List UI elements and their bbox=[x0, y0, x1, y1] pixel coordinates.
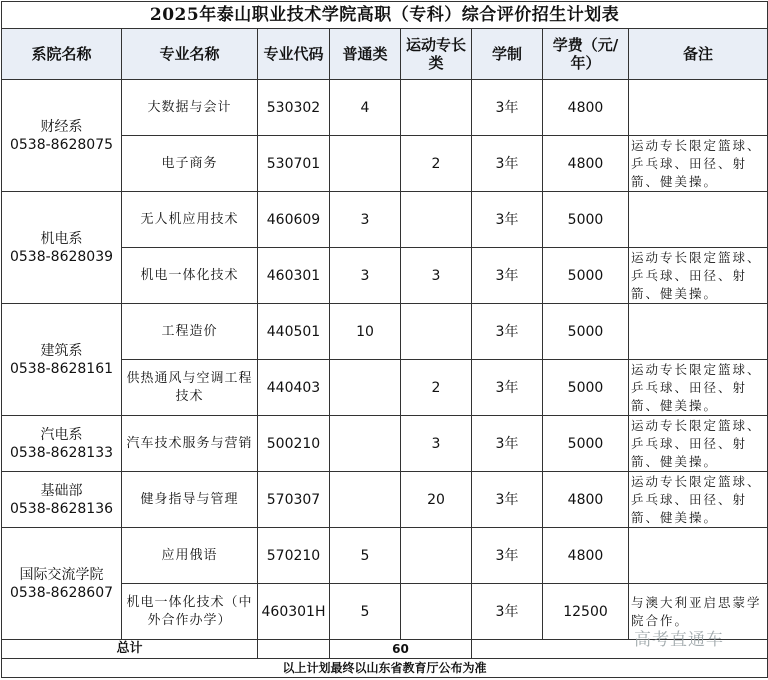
table-row bbox=[2, 192, 768, 248]
fee-cell: 4800 bbox=[543, 136, 629, 192]
general-count-cell: 3 bbox=[330, 192, 401, 248]
general-count-cell: 10 bbox=[330, 304, 401, 360]
sports-count-cell: 2 bbox=[401, 136, 472, 192]
fee-cell: 12500 bbox=[543, 584, 629, 640]
general-count-cell: 3 bbox=[330, 248, 401, 304]
header-duration: 学制 bbox=[472, 29, 543, 80]
total-spacer bbox=[258, 640, 330, 659]
major-cell: 机电一体化技术 bbox=[122, 248, 258, 304]
header-general: 普通类 bbox=[330, 29, 401, 80]
table-title: 2025年泰山职业技术学院高职（专科）综合评价招生计划表 bbox=[2, 2, 768, 29]
sports-count-cell bbox=[401, 80, 472, 136]
duration-cell: 3年 bbox=[472, 360, 543, 416]
watermark-text: 高考直通车 bbox=[634, 630, 724, 650]
dept-cell bbox=[2, 416, 122, 472]
table-row bbox=[2, 416, 768, 472]
sports-count-cell bbox=[401, 192, 472, 248]
fee-cell: 5000 bbox=[543, 360, 629, 416]
sports-count-cell: 3 bbox=[401, 248, 472, 304]
general-count-cell bbox=[330, 472, 401, 528]
major-cell: 工程造价 bbox=[122, 304, 258, 360]
duration-cell: 3年 bbox=[472, 136, 543, 192]
remark-cell bbox=[629, 304, 768, 360]
duration-cell: 3年 bbox=[472, 304, 543, 360]
header-row bbox=[2, 29, 768, 80]
duration-cell: 3年 bbox=[472, 192, 543, 248]
code-cell: 440403 bbox=[258, 360, 330, 416]
total-label: 总计 bbox=[2, 640, 258, 659]
code-cell: 530701 bbox=[258, 136, 330, 192]
remark-cell: 运动专长限定篮球、乒乓球、田径、射箭、健美操。 bbox=[629, 360, 768, 416]
fee-cell: 4800 bbox=[543, 472, 629, 528]
remark-cell: 与澳大利亚启思蒙学院合作。 bbox=[629, 584, 768, 640]
dept-phone: 0538-8628607 bbox=[9, 584, 114, 601]
dept-name: 国际交流学院 bbox=[19, 566, 104, 583]
table-row bbox=[2, 472, 768, 528]
remark-cell: 运动专长限定篮球、乒乓球、田径、射箭、健美操。 bbox=[629, 136, 768, 192]
remark-cell bbox=[629, 192, 768, 248]
dept-cell bbox=[2, 528, 122, 640]
table-row bbox=[2, 80, 768, 136]
header-dept: 系院名称 bbox=[2, 29, 122, 80]
sports-count-cell bbox=[401, 528, 472, 584]
major-cell: 汽车技术服务与营销 bbox=[122, 416, 258, 472]
dept-name: 汽电系 bbox=[40, 426, 83, 443]
header-sports: 运动专长类 bbox=[401, 29, 472, 80]
fee-cell: 5000 bbox=[543, 304, 629, 360]
code-cell: 500210 bbox=[258, 416, 330, 472]
footer-row bbox=[2, 659, 768, 678]
duration-cell: 3年 bbox=[472, 528, 543, 584]
general-count-cell bbox=[330, 360, 401, 416]
fee-cell: 5000 bbox=[543, 248, 629, 304]
sports-count-cell bbox=[401, 304, 472, 360]
code-cell: 460301H bbox=[258, 584, 330, 640]
table-row bbox=[2, 304, 768, 360]
code-cell: 460609 bbox=[258, 192, 330, 248]
duration-cell: 3年 bbox=[472, 472, 543, 528]
header-fee: 学费（元/年） bbox=[543, 29, 629, 80]
remark-cell bbox=[629, 528, 768, 584]
general-count-cell: 5 bbox=[330, 528, 401, 584]
enrollment-plan-table bbox=[1, 1, 768, 678]
code-cell: 570210 bbox=[258, 528, 330, 584]
code-cell: 460301 bbox=[258, 248, 330, 304]
dept-cell bbox=[2, 472, 122, 528]
duration-cell: 3年 bbox=[472, 584, 543, 640]
remark-cell: 运动专长限定篮球、乒乓球、田径、射箭、健美操。 bbox=[629, 416, 768, 472]
major-cell: 大数据与会计 bbox=[122, 80, 258, 136]
dept-phone: 0538-8628133 bbox=[9, 444, 114, 461]
dept-phone: 0538-8628136 bbox=[9, 500, 114, 517]
sports-count-cell bbox=[401, 584, 472, 640]
code-cell: 440501 bbox=[258, 304, 330, 360]
major-cell: 机电一体化技术（中外合作办学） bbox=[122, 584, 258, 640]
duration-cell: 3年 bbox=[472, 248, 543, 304]
footer-note: 以上计划最终以山东省教育厅公布为准 bbox=[2, 659, 768, 678]
duration-cell: 3年 bbox=[472, 80, 543, 136]
remark-cell bbox=[629, 80, 768, 136]
dept-cell bbox=[2, 192, 122, 304]
dept-phone: 0538-8628075 bbox=[9, 136, 114, 153]
fee-cell: 5000 bbox=[543, 416, 629, 472]
dept-phone: 0538-8628039 bbox=[9, 248, 114, 265]
sports-count-cell: 20 bbox=[401, 472, 472, 528]
general-count-cell: 4 bbox=[330, 80, 401, 136]
dept-name: 建筑系 bbox=[40, 342, 83, 359]
fee-cell: 4800 bbox=[543, 528, 629, 584]
dept-phone: 0538-8628161 bbox=[9, 360, 114, 377]
header-code: 专业代码 bbox=[258, 29, 330, 80]
fee-cell: 5000 bbox=[543, 192, 629, 248]
major-cell: 无人机应用技术 bbox=[122, 192, 258, 248]
header-remark: 备注 bbox=[629, 29, 768, 80]
general-count-cell bbox=[330, 416, 401, 472]
total-value: 60 bbox=[330, 640, 472, 659]
remark-cell: 运动专长限定篮球、乒乓球、田径、射箭、健美操。 bbox=[629, 248, 768, 304]
sports-count-cell: 3 bbox=[401, 416, 472, 472]
table-row bbox=[2, 528, 768, 584]
major-cell: 电子商务 bbox=[122, 136, 258, 192]
dept-name: 基础部 bbox=[40, 482, 83, 499]
major-cell: 应用俄语 bbox=[122, 528, 258, 584]
major-cell: 健身指导与管理 bbox=[122, 472, 258, 528]
dept-cell bbox=[2, 304, 122, 416]
duration-cell: 3年 bbox=[472, 416, 543, 472]
general-count-cell: 5 bbox=[330, 584, 401, 640]
major-cell: 供热通风与空调工程技术 bbox=[122, 360, 258, 416]
header-major: 专业名称 bbox=[122, 29, 258, 80]
dept-name: 财经系 bbox=[40, 118, 83, 135]
general-count-cell bbox=[330, 136, 401, 192]
remark-cell: 运动专长限定篮球、乒乓球、田径、射箭、健美操。 bbox=[629, 472, 768, 528]
code-cell: 530302 bbox=[258, 80, 330, 136]
dept-name: 机电系 bbox=[40, 230, 83, 247]
code-cell: 570307 bbox=[258, 472, 330, 528]
dept-cell bbox=[2, 80, 122, 192]
fee-cell: 4800 bbox=[543, 80, 629, 136]
sports-count-cell: 2 bbox=[401, 360, 472, 416]
